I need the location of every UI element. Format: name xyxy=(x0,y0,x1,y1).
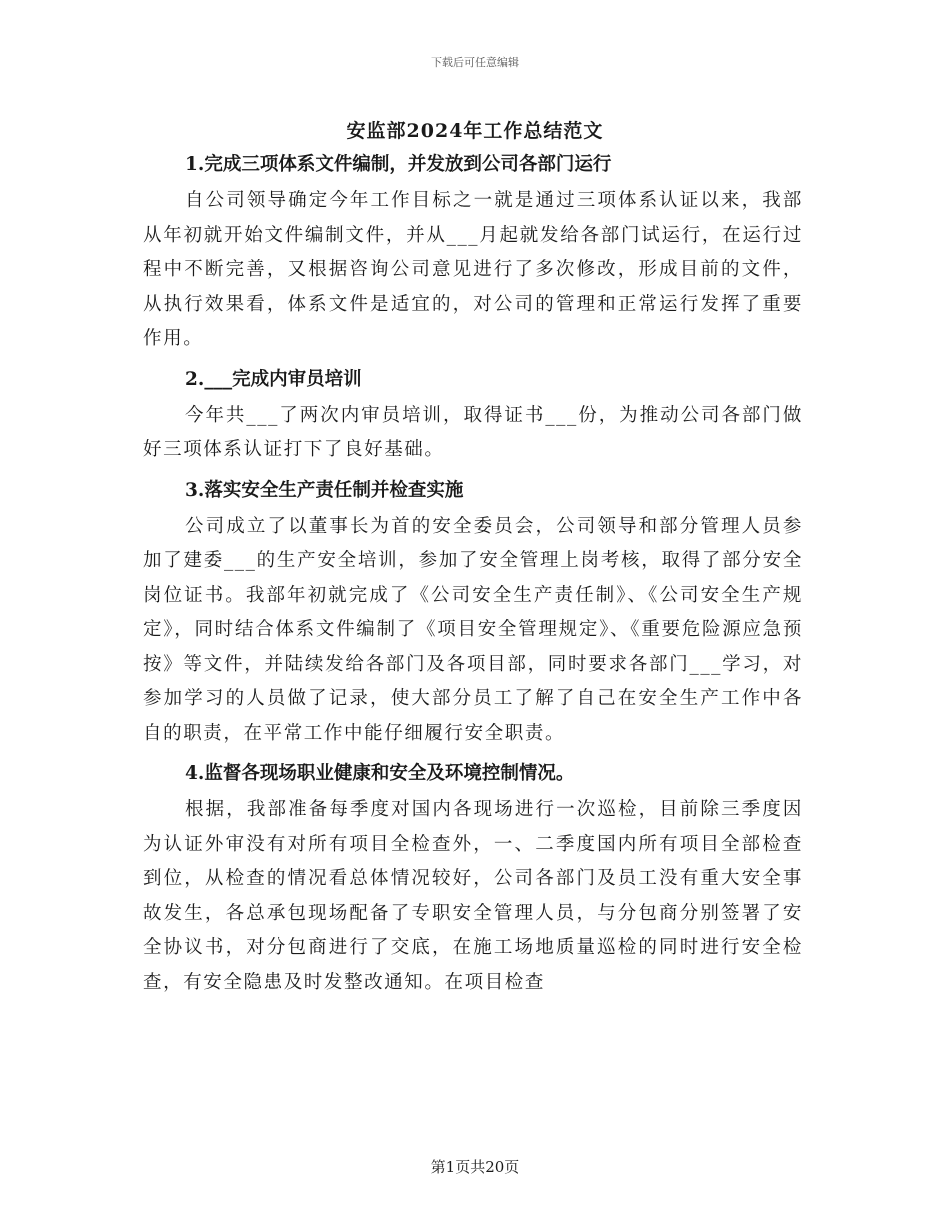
section-4 xyxy=(143,757,803,1000)
header-note: 下载后可任意编辑 xyxy=(431,56,519,69)
section-2 xyxy=(143,363,803,468)
page-number: 第1页共20页 xyxy=(430,1158,520,1176)
section-paragraph: 自公司领导确定今年工作目标之一就是通过三项体系认证以来，我部从年初就开始文件编制文件，并从___月起就发给各部门试运行，在运行过程中不断完善，又根据咨询公司意见进行了多次修改，形成目前的文件，从执行效果看，体系文件是适宜的，对公司的管理和正常运行发挥了重要作用。 xyxy=(143,190,803,349)
section-heading: 1.完成三项体系文件编制，并发放到公司各部门运行 xyxy=(185,154,612,175)
section-3 xyxy=(143,474,803,752)
section-paragraph: 今年共___了两次内审员培训，取得证书___份，为推动公司各部门做好三项体系认证打下了良好基础。 xyxy=(143,404,803,460)
section-heading: 4.监督各现场职业健康和安全及环境控制情况。 xyxy=(185,763,575,784)
document-body xyxy=(143,148,803,1006)
section-paragraph: 根据，我部准备每季度对国内各现场进行一次巡检，目前除三季度因为认证外审没有对所有项目全检查外，一、二季度国内所有项目全部检查到位，从检查的情况看总体情况较好，公司各部门及员工没有重大安全事故发生，各总承包现场配备了专职安全管理人员，与分包商分别签署了安全协议书，对分包商进行了交底，在施工场地质量巡检的同时进行安全检查，有安全隐患及时发整改通知。在项目检查 xyxy=(143,799,803,993)
section-heading: 3.落实安全生产责任制并检查实施 xyxy=(185,479,464,501)
section-1 xyxy=(143,148,803,357)
section-heading: 2.___完成内审员培训 xyxy=(185,368,362,390)
document-title: 安监部2024年工作总结范文 xyxy=(346,120,604,142)
section-paragraph: 公司成立了以董事长为首的安全委员会，公司领导和部分管理人员参加了建委___的生产安全培训，参加了安全管理上岗考核，取得了部分安全岗位证书。我部年初就完成了《公司安全生产责任制》、《公司安全生产规定》，同时结合体系文件编制了《项目安全管理规定》、《重要危险源应急预按》等文件，并陆续发给各部门及各项目部，同时要求各部门___学习，对参加学习的人员做了记录，使大部分员工了解了自己在安全生产工作中各自的职责，在平常工作中能仔细履行安全职责。 xyxy=(143,515,803,744)
